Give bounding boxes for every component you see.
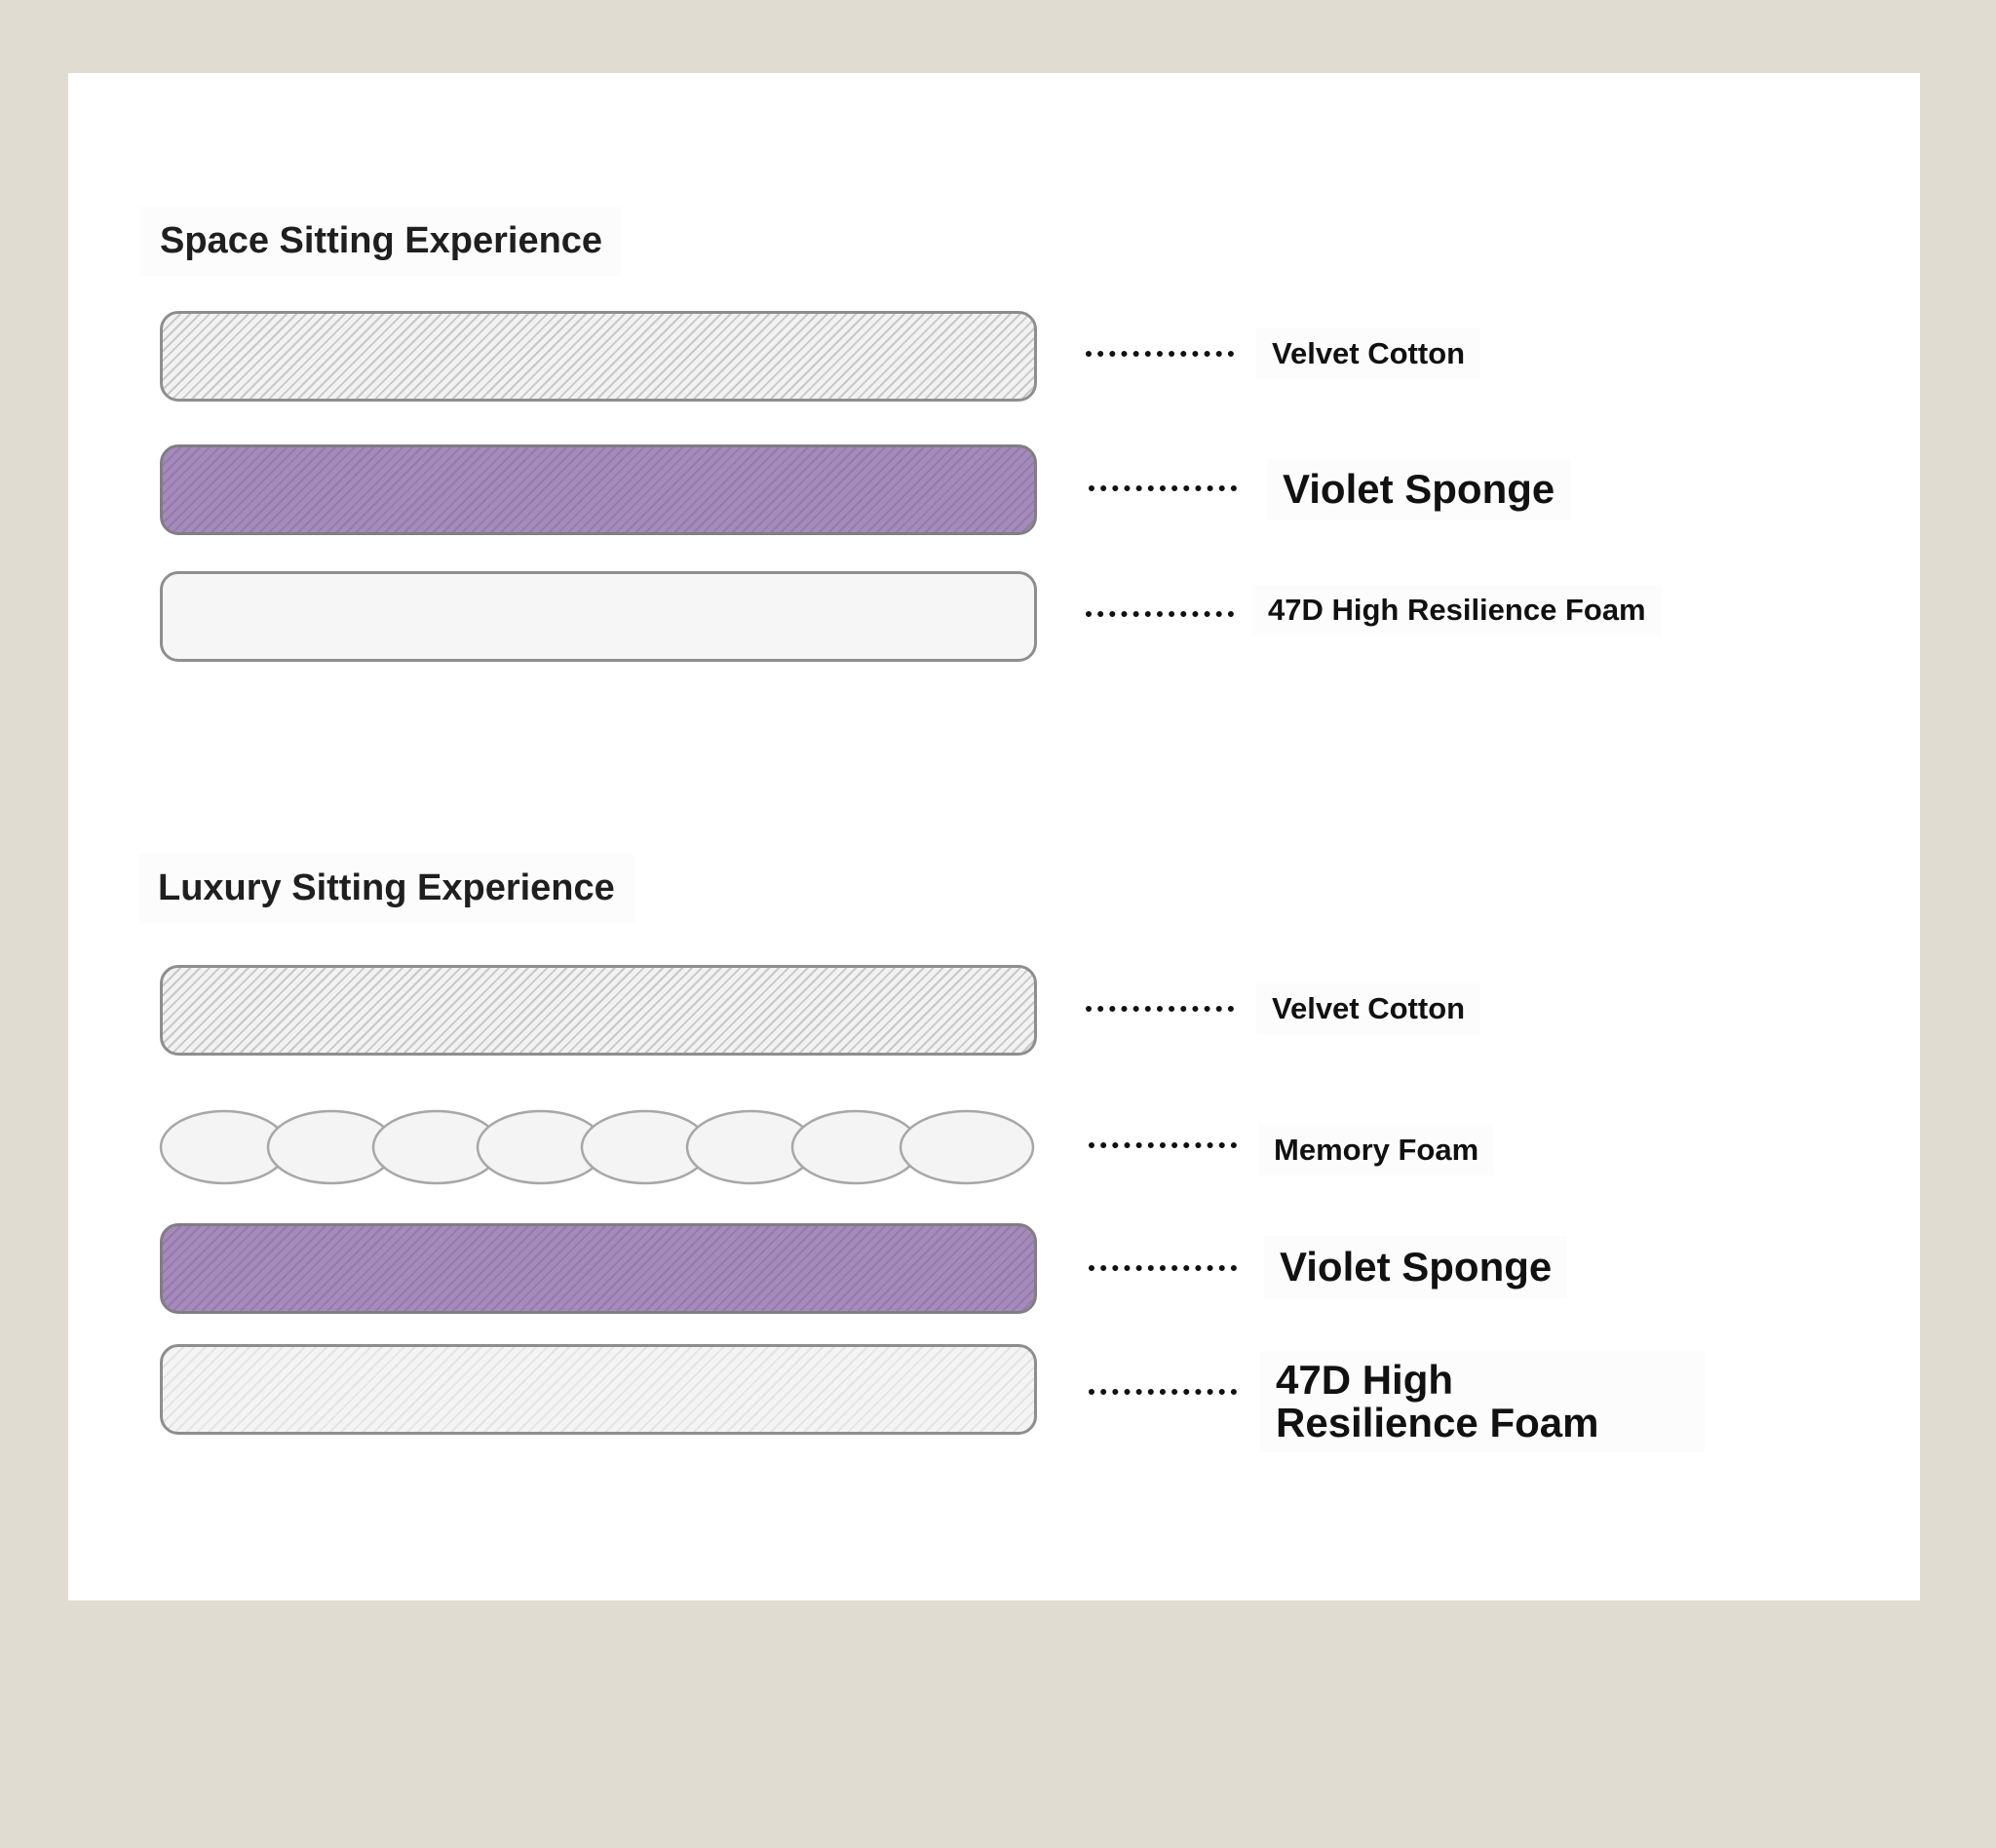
space-layer-violet-sponge-leader bbox=[1089, 485, 1237, 491]
space-layer-violet-sponge-bar bbox=[160, 444, 1037, 535]
luxury-layer-hr-foam-bar bbox=[160, 1344, 1037, 1435]
luxury-layer-velvet-cotton-label: Velvet Cotton bbox=[1256, 983, 1480, 1034]
space-layer-velvet-cotton-label: Velvet Cotton bbox=[1256, 328, 1480, 379]
luxury-layer-hr-foam-leader bbox=[1089, 1389, 1237, 1395]
luxury-layer-velvet-cotton-bar bbox=[160, 965, 1037, 1056]
luxury-layer-violet-sponge-bar bbox=[160, 1223, 1037, 1314]
space-layer-velvet-cotton-leader bbox=[1086, 351, 1234, 357]
luxury-layer-hr-foam-label: 47D High Resilience Foam bbox=[1260, 1351, 1705, 1452]
space-layer-violet-sponge-label: Violet Sponge bbox=[1267, 458, 1570, 520]
luxury-layer-memory-foam-bubbles bbox=[158, 1107, 1039, 1187]
space-layer-hr-foam-bar bbox=[160, 571, 1037, 662]
space-layer-velvet-cotton-bar bbox=[160, 311, 1037, 402]
space-layer-hr-foam-leader bbox=[1086, 611, 1234, 617]
luxury-layer-memory-foam-label: Memory Foam bbox=[1258, 1125, 1494, 1175]
luxury-layer-velvet-cotton-leader bbox=[1086, 1006, 1234, 1012]
space-layer-hr-foam-label: 47D High Resilience Foam bbox=[1252, 585, 1662, 635]
section-title-luxury: Luxury Sitting Experience bbox=[138, 854, 634, 923]
section-title-space: Space Sitting Experience bbox=[140, 207, 622, 276]
luxury-layer-memory-foam-leader bbox=[1089, 1142, 1237, 1148]
luxury-layer-violet-sponge-leader bbox=[1089, 1265, 1237, 1271]
luxury-layer-violet-sponge-label: Violet Sponge bbox=[1264, 1236, 1567, 1298]
